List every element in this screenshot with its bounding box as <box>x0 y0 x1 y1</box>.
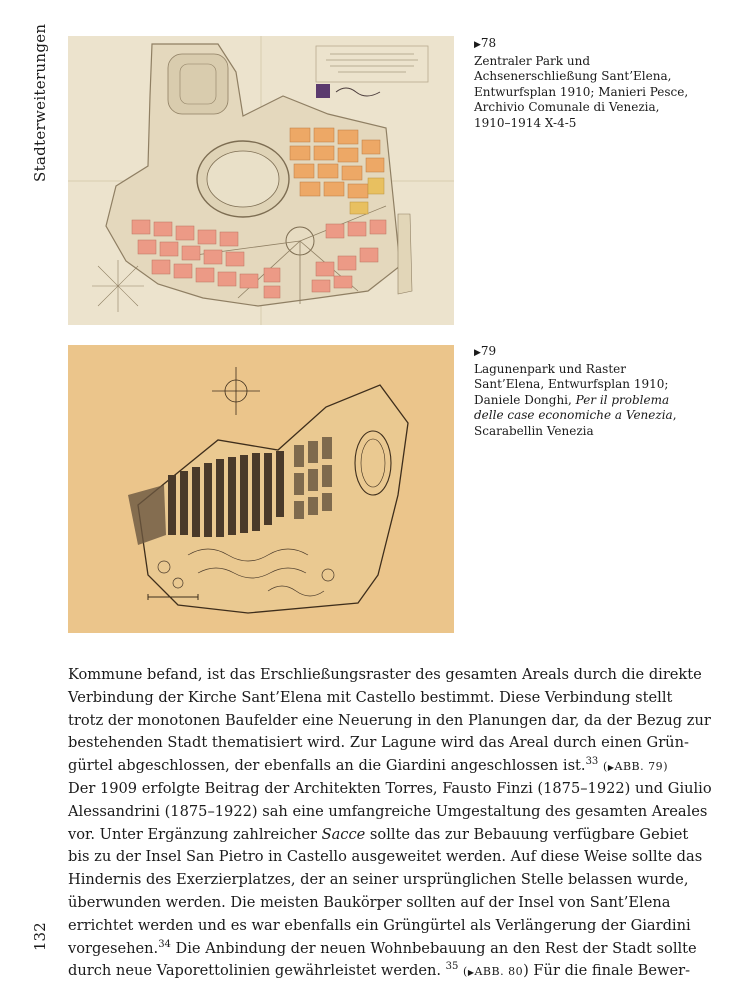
body-line: bis zu der Insel San Pietro in Castello ausgeweitet werden. Auf diese Weise sollte das <box>68 848 703 866</box>
figure-78-number: ▶78 <box>474 36 497 50</box>
figure-ref-79[interactable]: (▶ABB. 79) <box>602 760 668 774</box>
footnote-ref-34[interactable]: 34 <box>158 938 171 950</box>
body-line: Hindernis des Exerzierplatzes, der an seiner ursprünglichen Stelle belassen wurde, <box>68 871 689 889</box>
figure-78-plan-image <box>68 36 454 325</box>
figure-79-plan-drawing <box>68 345 454 633</box>
body-line: durch neue Vaporettolinien gewährleistet werden. $^{35}$ (▶ABB. 80) Für die finale Bewer- <box>68 961 691 980</box>
body-line: vor. Unter Ergänzung zahlreicher Sacce sollte das zur Bebauung verfügbare Gebiet <box>68 825 689 843</box>
figure-78-plan-drawing <box>68 36 454 325</box>
body-line: Verbindung der Kirche Sant’Elena mit Castello bestimmt. Diese Verbindung stellt <box>68 688 673 706</box>
body-line: überwunden werden. Die meisten Baukörper sollten auf der Insel von Sant’Elena <box>68 893 671 911</box>
running-head-text: Stadterweiterungen <box>31 23 49 182</box>
caption-line: Daniele Donghi, Per il problema <box>474 392 670 407</box>
caption-line: Scarabellin Venezia <box>474 423 594 438</box>
running-head <box>27 23 51 182</box>
figure-arrow-icon: ▶ <box>474 40 481 50</box>
body-line: Der 1909 erfolgte Beitrag der Architekten Torres, Fausto Finzi (1875–1922) und Giulio <box>68 779 712 797</box>
figure-79-plan-image <box>68 345 454 633</box>
figure-arrow-icon: ▶ <box>467 968 475 978</box>
caption-line: Entwurfsplan 1910; Manieri Pesce, <box>474 84 689 99</box>
caption-line: Sant’Elena, Entwurfsplan 1910; <box>474 377 669 391</box>
body-line: errichtet werden und es war ebenfalls ein Grüngürtel als Verlängerung der Giardini <box>68 916 691 934</box>
body-line: trotz der monotonen Baufelder eine Neuerung in den Planungen dar, da der Bezug zur <box>68 711 711 729</box>
figure-arrow-icon: ▶ <box>607 763 615 773</box>
body-line: gürtel abgeschlossen, der ebenfalls an die Giardini angeschlossen ist.$^{33}$ (▶ABB. 79) <box>68 756 668 775</box>
caption-line: Archivio Comunale di Venezia, <box>474 100 660 114</box>
figure-78-caption <box>474 36 704 131</box>
caption-line: 1910–1914 X-4-5 <box>474 115 577 130</box>
figure-arrow-icon: ▶ <box>474 348 481 358</box>
figure-ref-80[interactable]: (▶ABB. 80 <box>463 965 524 979</box>
page-number-text: 132 <box>31 922 49 951</box>
body-line: Alessandrini (1875–1922) sah eine umfangreiche Umgestaltung des gesamten Areales <box>68 802 708 820</box>
caption-line: delle case economiche a Venezia, <box>474 408 677 422</box>
body-line: bestehenden Stadt thematisiert wird. Zur Lagune wird das Areal durch einen Grün- <box>68 734 689 752</box>
figure-79-number: ▶79 <box>474 344 497 358</box>
body-text <box>68 664 712 983</box>
caption-line: Zentraler Park und <box>474 53 591 68</box>
caption-line: Lagunenpark und Raster <box>474 361 626 376</box>
body-line: vorgesehen.$^{34}$ Die Anbindung der neuen Wohnbebauung an den Rest der Stadt sollte <box>68 938 697 957</box>
page-number <box>27 915 51 955</box>
body-line: Kommune befand, ist das Erschließungsraster des gesamten Areals durch die direkte <box>68 666 702 683</box>
footnote-ref-33[interactable]: 33 <box>585 756 599 768</box>
caption-line: Achsenerschließung Sant’Elena, <box>474 69 672 83</box>
footnote-ref-35[interactable]: 35 <box>445 961 459 973</box>
figure-79-caption <box>474 344 704 439</box>
